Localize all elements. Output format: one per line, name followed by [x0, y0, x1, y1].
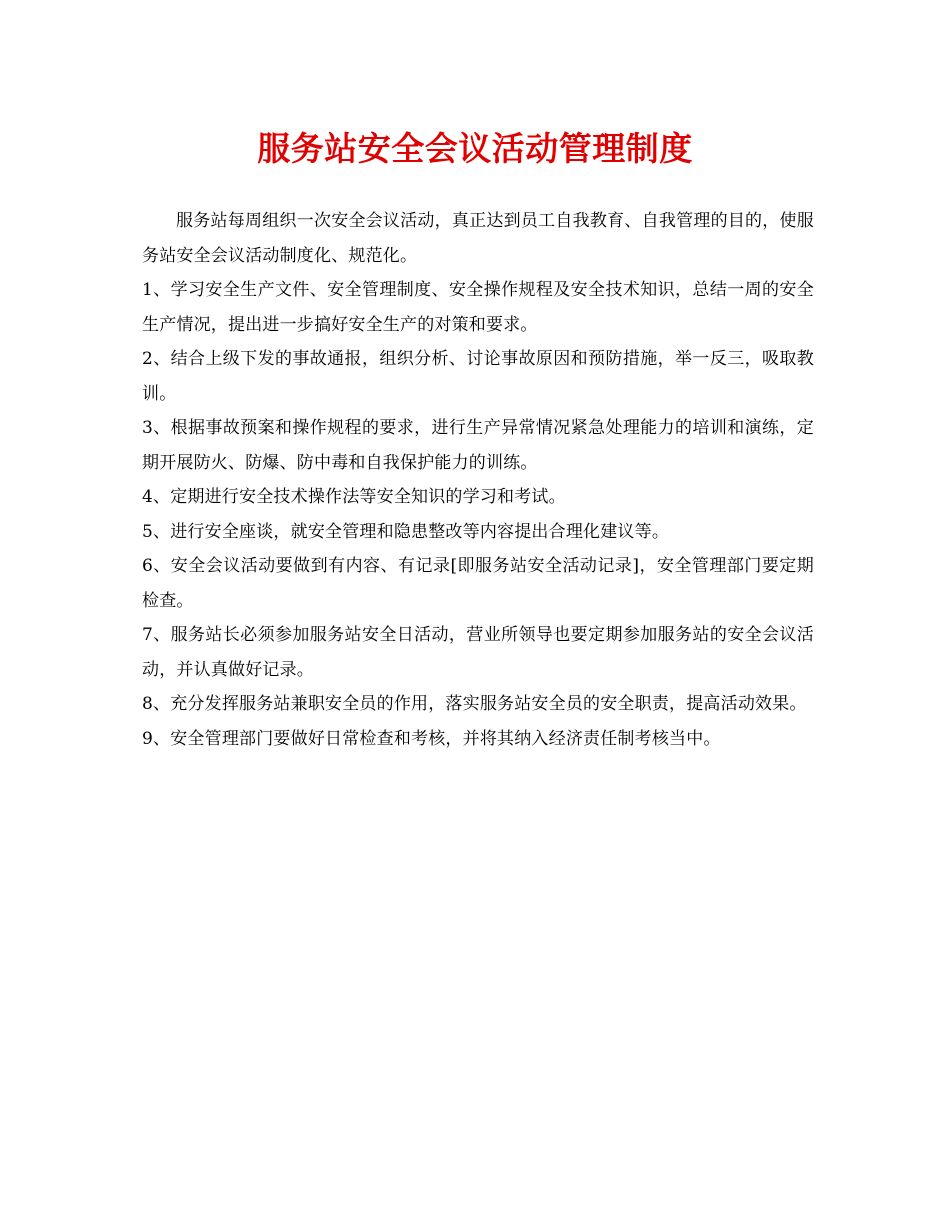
- rule-item-2: 2、结合上级下发的事故通报，组织分析、讨论事故原因和预防措施，举一反三，吸取教训。: [142, 349, 814, 404]
- rule-item-6: 6、安全会议活动要做到有内容、有记录[即服务站安全活动记录]，安全管理部门要定期检查。: [142, 556, 814, 611]
- document-body: [142, 204, 814, 756]
- rule-item-1: 1、学习安全生产文件、安全管理制度、安全操作规程及安全技术知识，总结一周的安全生产情况，提出进一步搞好安全生产的对策和要求。: [142, 280, 814, 335]
- rule-item-8: 8、充分发挥服务站兼职安全员的作用，落实服务站安全员的安全职责，提高活动效果。: [142, 694, 807, 714]
- document-title: 服务站安全会议活动管理制度: [257, 129, 693, 168]
- rule-item-5: 5、进行安全座谈，就安全管理和隐患整改等内容提出合理化建议等。: [142, 521, 670, 542]
- rule-item-3: 3、根据事故预案和操作规程的要求，进行生产异常情况紧急处理能力的培训和演练，定期开展防火、防爆、防中毒和自我保护能力的训练。: [142, 418, 814, 473]
- intro-paragraph: 服务站每周组织一次安全会议活动，真正达到员工自我教育、自我管理的目的，使服务站安全会议活动制度化、规范化。: [142, 211, 814, 266]
- rule-item-4: 4、定期进行安全技术操作法等安全知识的学习和考试。: [142, 487, 566, 507]
- rule-item-7: 7、服务站长必须参加服务站安全日活动，营业所领导也要定期参加服务站的安全会议活动，并认真做好记录。: [142, 625, 814, 680]
- rule-item-9: 9、安全管理部门要做好日常检查和考核，并将其纳入经济责任制考核当中。: [142, 728, 721, 749]
